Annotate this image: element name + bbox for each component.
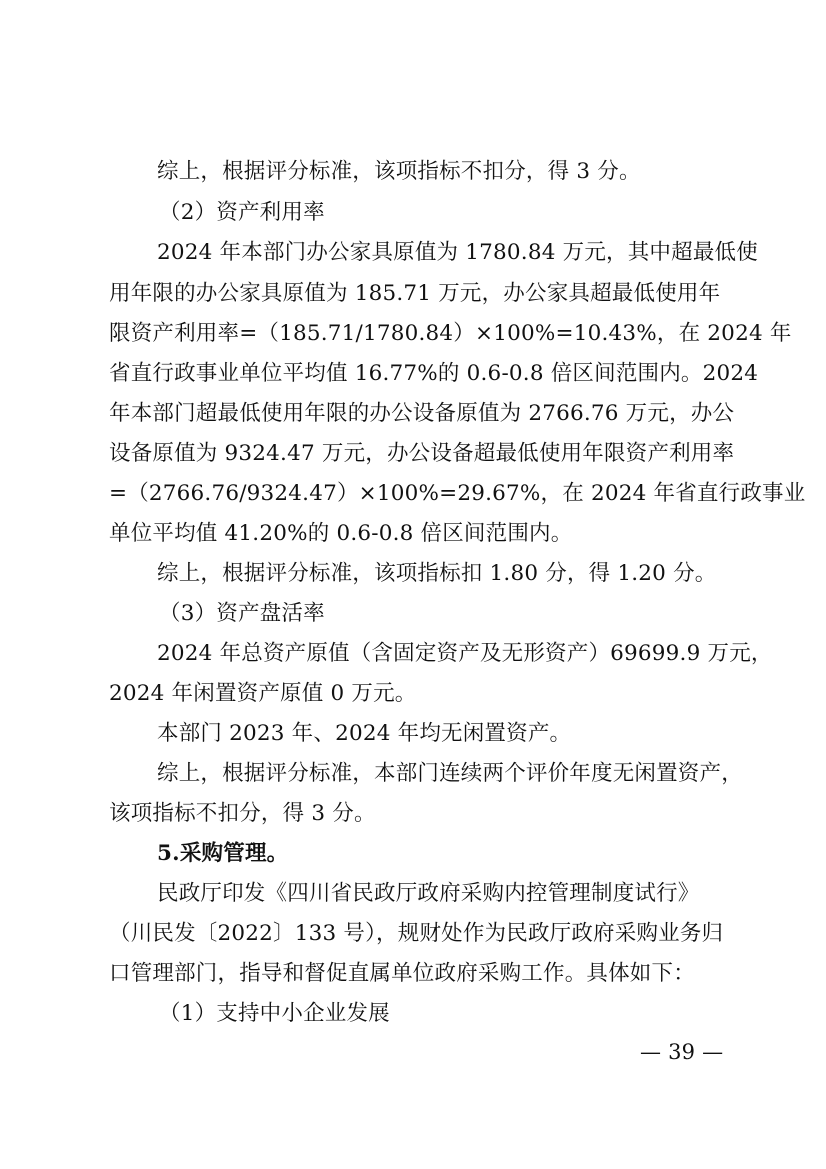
subheading-asset-utilization: （2）资产利用率 [159, 200, 325, 225]
text-line-total-assets-1: 2024 年总资产原值（含固定资产及无形资产）69699.9 万元， [157, 641, 773, 666]
text-line-equipment-4: 单位平均值 41.20%的 0.6-0.8 倍区间范围内。 [109, 521, 573, 546]
text-line-equipment-1: 年本部门超最低使用年限的办公设备原值为 2766.76 万元，办公 [109, 401, 735, 426]
text-line-total-assets-2: 2024 年闲置资产原值 0 万元。 [109, 681, 417, 706]
text-line-procurement-2: （川民发〔2022〕133 号），规财处作为民政厅政府采购业务归 [109, 921, 724, 946]
text-line-summary-3b: 该项指标不扣分，得 3 分。 [109, 801, 376, 826]
text-line-equipment-2: 设备原值为 9324.47 万元，办公设备超最低使用年限资产利用率 [109, 441, 735, 466]
text-line-furniture-3: 限资产利用率=（185.71/1780.84）×100%=10.43%，在 2024 年 [109, 321, 792, 346]
text-line-furniture-4: 省直行政事业单位平均值 16.77%的 0.6-0.8 倍区间范围内。2024 [109, 361, 759, 386]
text-line-idle-assets: 本部门 2023 年、2024 年均无闲置资产。 [157, 721, 572, 746]
text-line-summary-3a: 综上，根据评分标准，本部门连续两个评价年度无闲置资产， [157, 761, 743, 786]
text-line-furniture-1: 2024 年本部门办公家具原值为 1780.84 万元，其中超最低使 [157, 240, 758, 265]
text-line-equipment-3: =（2766.76/9324.47）×100%=29.67%，在 2024 年省直行政事业 [109, 481, 806, 506]
text-line-procurement-1: 民政厅印发《四川省民政厅政府采购内控管理制度试行》 [157, 881, 700, 906]
text-line-summary-2: 综上，根据评分标准，该项指标扣 1.80 分，得 1.20 分。 [157, 561, 717, 586]
text-line-procurement-3: 口管理部门，指导和督促直属单位政府采购工作。具体如下： [109, 961, 695, 986]
section-heading-procurement: 5.采购管理。 [157, 841, 289, 866]
subheading-asset-revitalization: （3）资产盘活率 [159, 601, 325, 626]
text-line-furniture-2: 用年限的办公家具原值为 185.71 万元，办公家具超最低使用年 [109, 281, 721, 306]
text-line-summary-1: 综上，根据评分标准，该项指标不扣分，得 3 分。 [157, 159, 641, 184]
page-number: — 39 — [640, 1040, 724, 1064]
subheading-sme-support: （1）支持中小企业发展 [159, 1001, 390, 1026]
